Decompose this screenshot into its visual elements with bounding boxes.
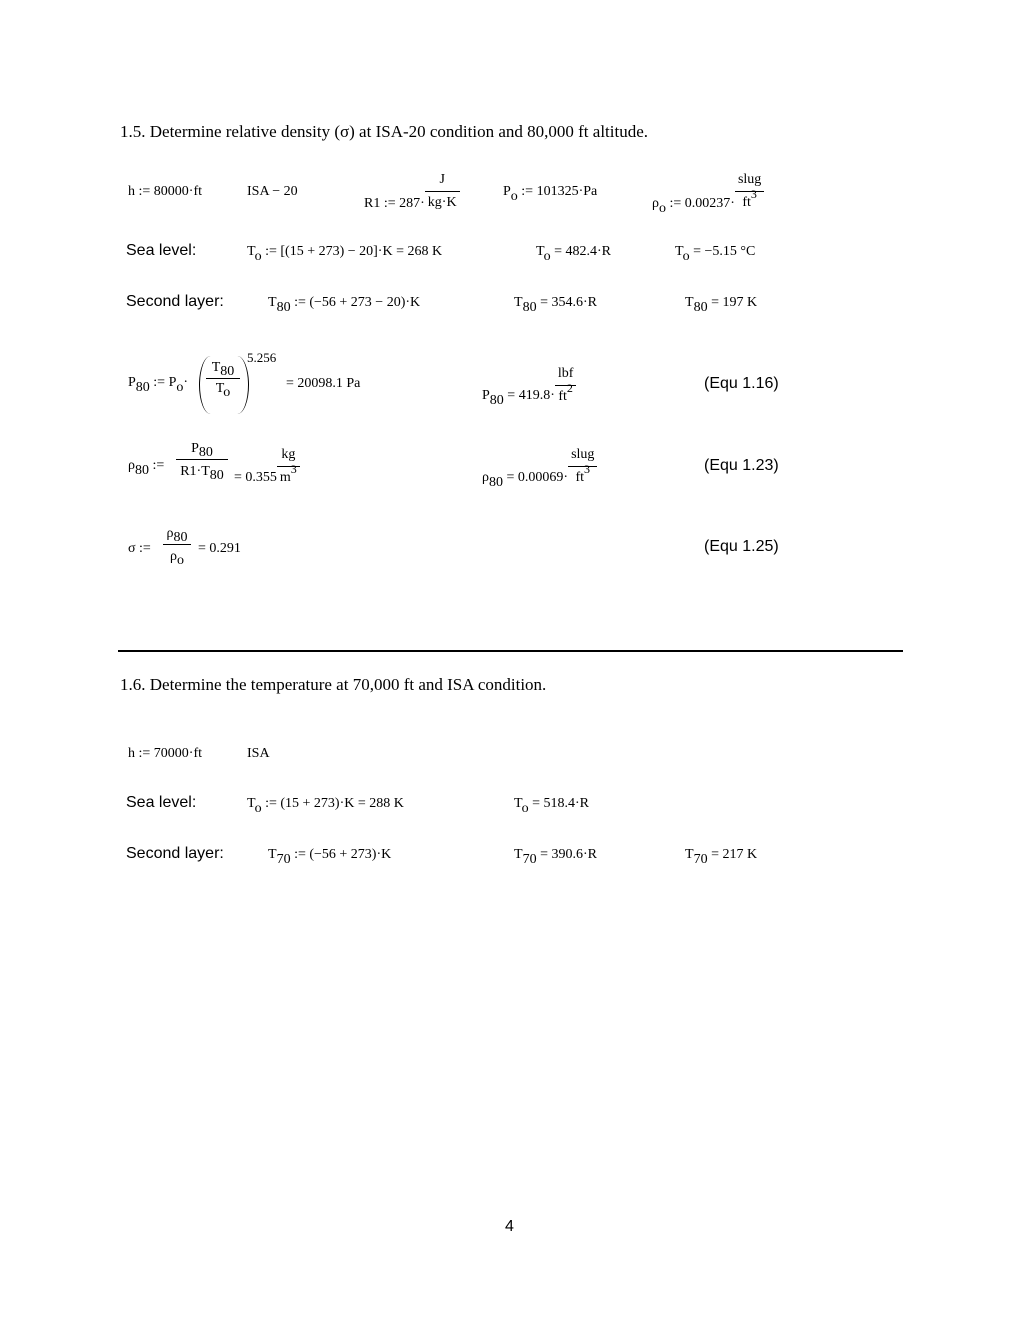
pressure-80-result: = 20098.1 Pa bbox=[286, 376, 361, 391]
pressure-80-imperial: P80 = 419.8· $\frac{\text{lbf}}{ft2}$ bbox=[482, 366, 576, 405]
relative-density-lhs: σ := bbox=[128, 541, 151, 556]
sea-level-temperature-rankine: To = 482.4·R bbox=[536, 244, 611, 264]
altitude-definition-70: h := 70000·ft bbox=[128, 746, 202, 761]
second-layer-temperature-rankine: T80 = 354.6·R bbox=[514, 295, 597, 315]
density-80-fraction: P80 R1·T80 bbox=[176, 441, 228, 480]
density-80-result: = 0.355 $\frac{kg}{m3}$ bbox=[234, 447, 300, 486]
sea-level-label-70: Sea level: bbox=[126, 794, 197, 811]
equation-reference-1-16: (Equ 1.16) bbox=[704, 375, 779, 392]
sea-level-temperature-kelvin: To := [(15 + 273) − 20]·K = 268 K bbox=[247, 244, 443, 264]
sea-level-label: Sea level: bbox=[126, 242, 197, 259]
isa-condition: ISA − 20 bbox=[247, 184, 298, 199]
equation-reference-1-25: (Equ 1.25) bbox=[704, 538, 779, 555]
sea-level-pressure-definition: Po := 101325·Pa bbox=[503, 184, 598, 204]
sea-level-temperature-rankine-70: To = 518.4·R bbox=[514, 796, 589, 816]
sea-level-temperature-kelvin-70: To := (15 + 273)·K = 288 K bbox=[247, 796, 404, 816]
second-layer-temperature-kelvin-70: T70 := (−56 + 273)·K bbox=[268, 847, 392, 867]
altitude-definition: h := 80000·ft bbox=[128, 184, 202, 199]
problem-1-6-title: 1.6. Determine the temperature at 70,000 ft and ISA condition. bbox=[120, 675, 547, 694]
second-layer-label: Second layer: bbox=[126, 293, 224, 310]
density-80-lhs: ρ80 := bbox=[128, 458, 165, 478]
equation-reference-1-23: (Equ 1.23) bbox=[704, 457, 779, 474]
gas-constant-definition: R1 := 287· $\frac{J}{kg\cdot K}$ bbox=[364, 172, 460, 211]
page-number: 4 bbox=[505, 1218, 514, 1235]
isa-condition-70: ISA bbox=[247, 746, 270, 761]
sea-level-density-definition: ρo := 0.00237· $\frac{\text{slug}}{ft3}$ bbox=[652, 172, 764, 211]
section-divider bbox=[118, 650, 903, 652]
second-layer-temperature-kelvin: T80 := (−56 + 273 − 20)·K bbox=[268, 295, 421, 315]
pressure-ratio-fraction: T80 To bbox=[206, 360, 240, 397]
problem-1-5-title: 1.5. Determine relative density (σ) at ISA-20 condition and 80,000 ft altitude. bbox=[120, 122, 649, 141]
second-layer-temperature-result: T80 = 197 K bbox=[685, 295, 758, 315]
relative-density-fraction: ρ80 ρo bbox=[163, 526, 191, 565]
pressure-80-formula-lhs: P80 := Po· bbox=[128, 375, 189, 395]
second-layer-label-70: Second layer: bbox=[126, 845, 224, 862]
second-layer-temperature-result-70: T70 = 217 K bbox=[685, 847, 758, 867]
pressure-ratio-exponent: 5.256 bbox=[247, 350, 277, 365]
relative-density-result: = 0.291 bbox=[198, 541, 241, 556]
second-layer-temperature-rankine-70: T70 = 390.6·R bbox=[514, 847, 597, 867]
sea-level-temperature-celsius: To = −5.15 °C bbox=[675, 244, 756, 264]
density-80-imperial: ρ80 = 0.00069· $\frac{\text{slug}}{ft3}$ bbox=[482, 447, 597, 486]
